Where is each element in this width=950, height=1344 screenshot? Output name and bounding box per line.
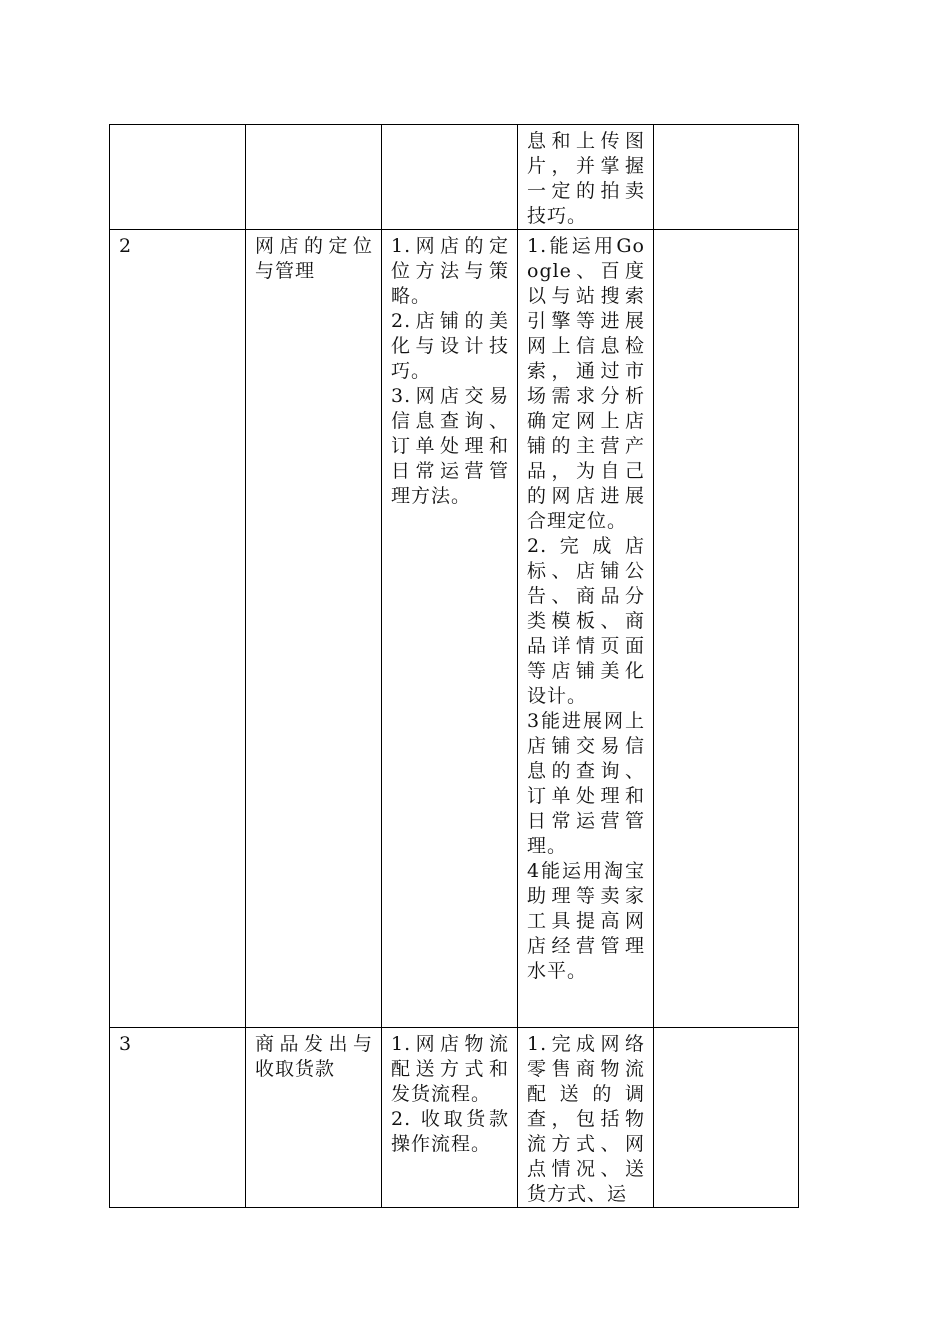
skills-cell xyxy=(518,230,654,1028)
skills-paragraph: 息和上传图片，并掌握一定的拍卖技巧。 xyxy=(527,130,645,227)
skills-paragraph: 1.完成网络零售商物流配送的调查，包括物流方式、网点情况、送货方式、运 xyxy=(527,1033,645,1205)
skills-cell xyxy=(518,1028,654,1208)
skills-paragraph: 2.完成店标、店铺公告、商品分类模板、商品详情页面等店铺美化设计。 xyxy=(527,535,645,707)
knowledge-paragraph: 2.店铺的美化与设计技巧。 xyxy=(391,310,509,382)
knowledge-paragraph: 3.网店交易信息查询、订单处理和日常运营管理方法。 xyxy=(391,385,509,507)
topic-cell: 商品发出与收取货款 xyxy=(246,1028,382,1208)
table-row xyxy=(110,230,799,1028)
knowledge-cell xyxy=(382,1028,518,1208)
row-number-cell xyxy=(110,125,246,230)
knowledge-cell xyxy=(382,230,518,1028)
row-number-cell: 3 xyxy=(110,1028,246,1208)
table-row xyxy=(110,125,799,230)
skills-paragraph: 1.能运用Google、百度以与站搜索引擎等进展网上信息检索，通过市场需求分析确定网上店铺的主营产品，为自己的网店进展合理定位。 xyxy=(527,235,645,532)
knowledge-paragraph: 2. 收取货款操作流程。 xyxy=(391,1108,509,1155)
topic-cell: 网店的定位与管理 xyxy=(246,230,382,1028)
skills-paragraph: 4能运用淘宝助理等卖家工具提高网店经营管理水平。 xyxy=(527,860,645,982)
course-table xyxy=(109,124,799,1208)
remark-cell xyxy=(654,1028,799,1208)
skills-cell xyxy=(518,125,654,230)
remark-cell xyxy=(654,125,799,230)
knowledge-paragraph: 1.网店物流配送方式和发货流程。 xyxy=(391,1033,509,1105)
topic-cell xyxy=(246,125,382,230)
table-row xyxy=(110,1028,799,1208)
knowledge-paragraph: 1.网店的定位方法与策略。 xyxy=(391,235,509,307)
knowledge-cell xyxy=(382,125,518,230)
skills-paragraph: 3能进展网上店铺交易信息的查询、订单处理和日常运营管理。 xyxy=(527,710,645,857)
row-number-cell: 2 xyxy=(110,230,246,1028)
remark-cell xyxy=(654,230,799,1028)
